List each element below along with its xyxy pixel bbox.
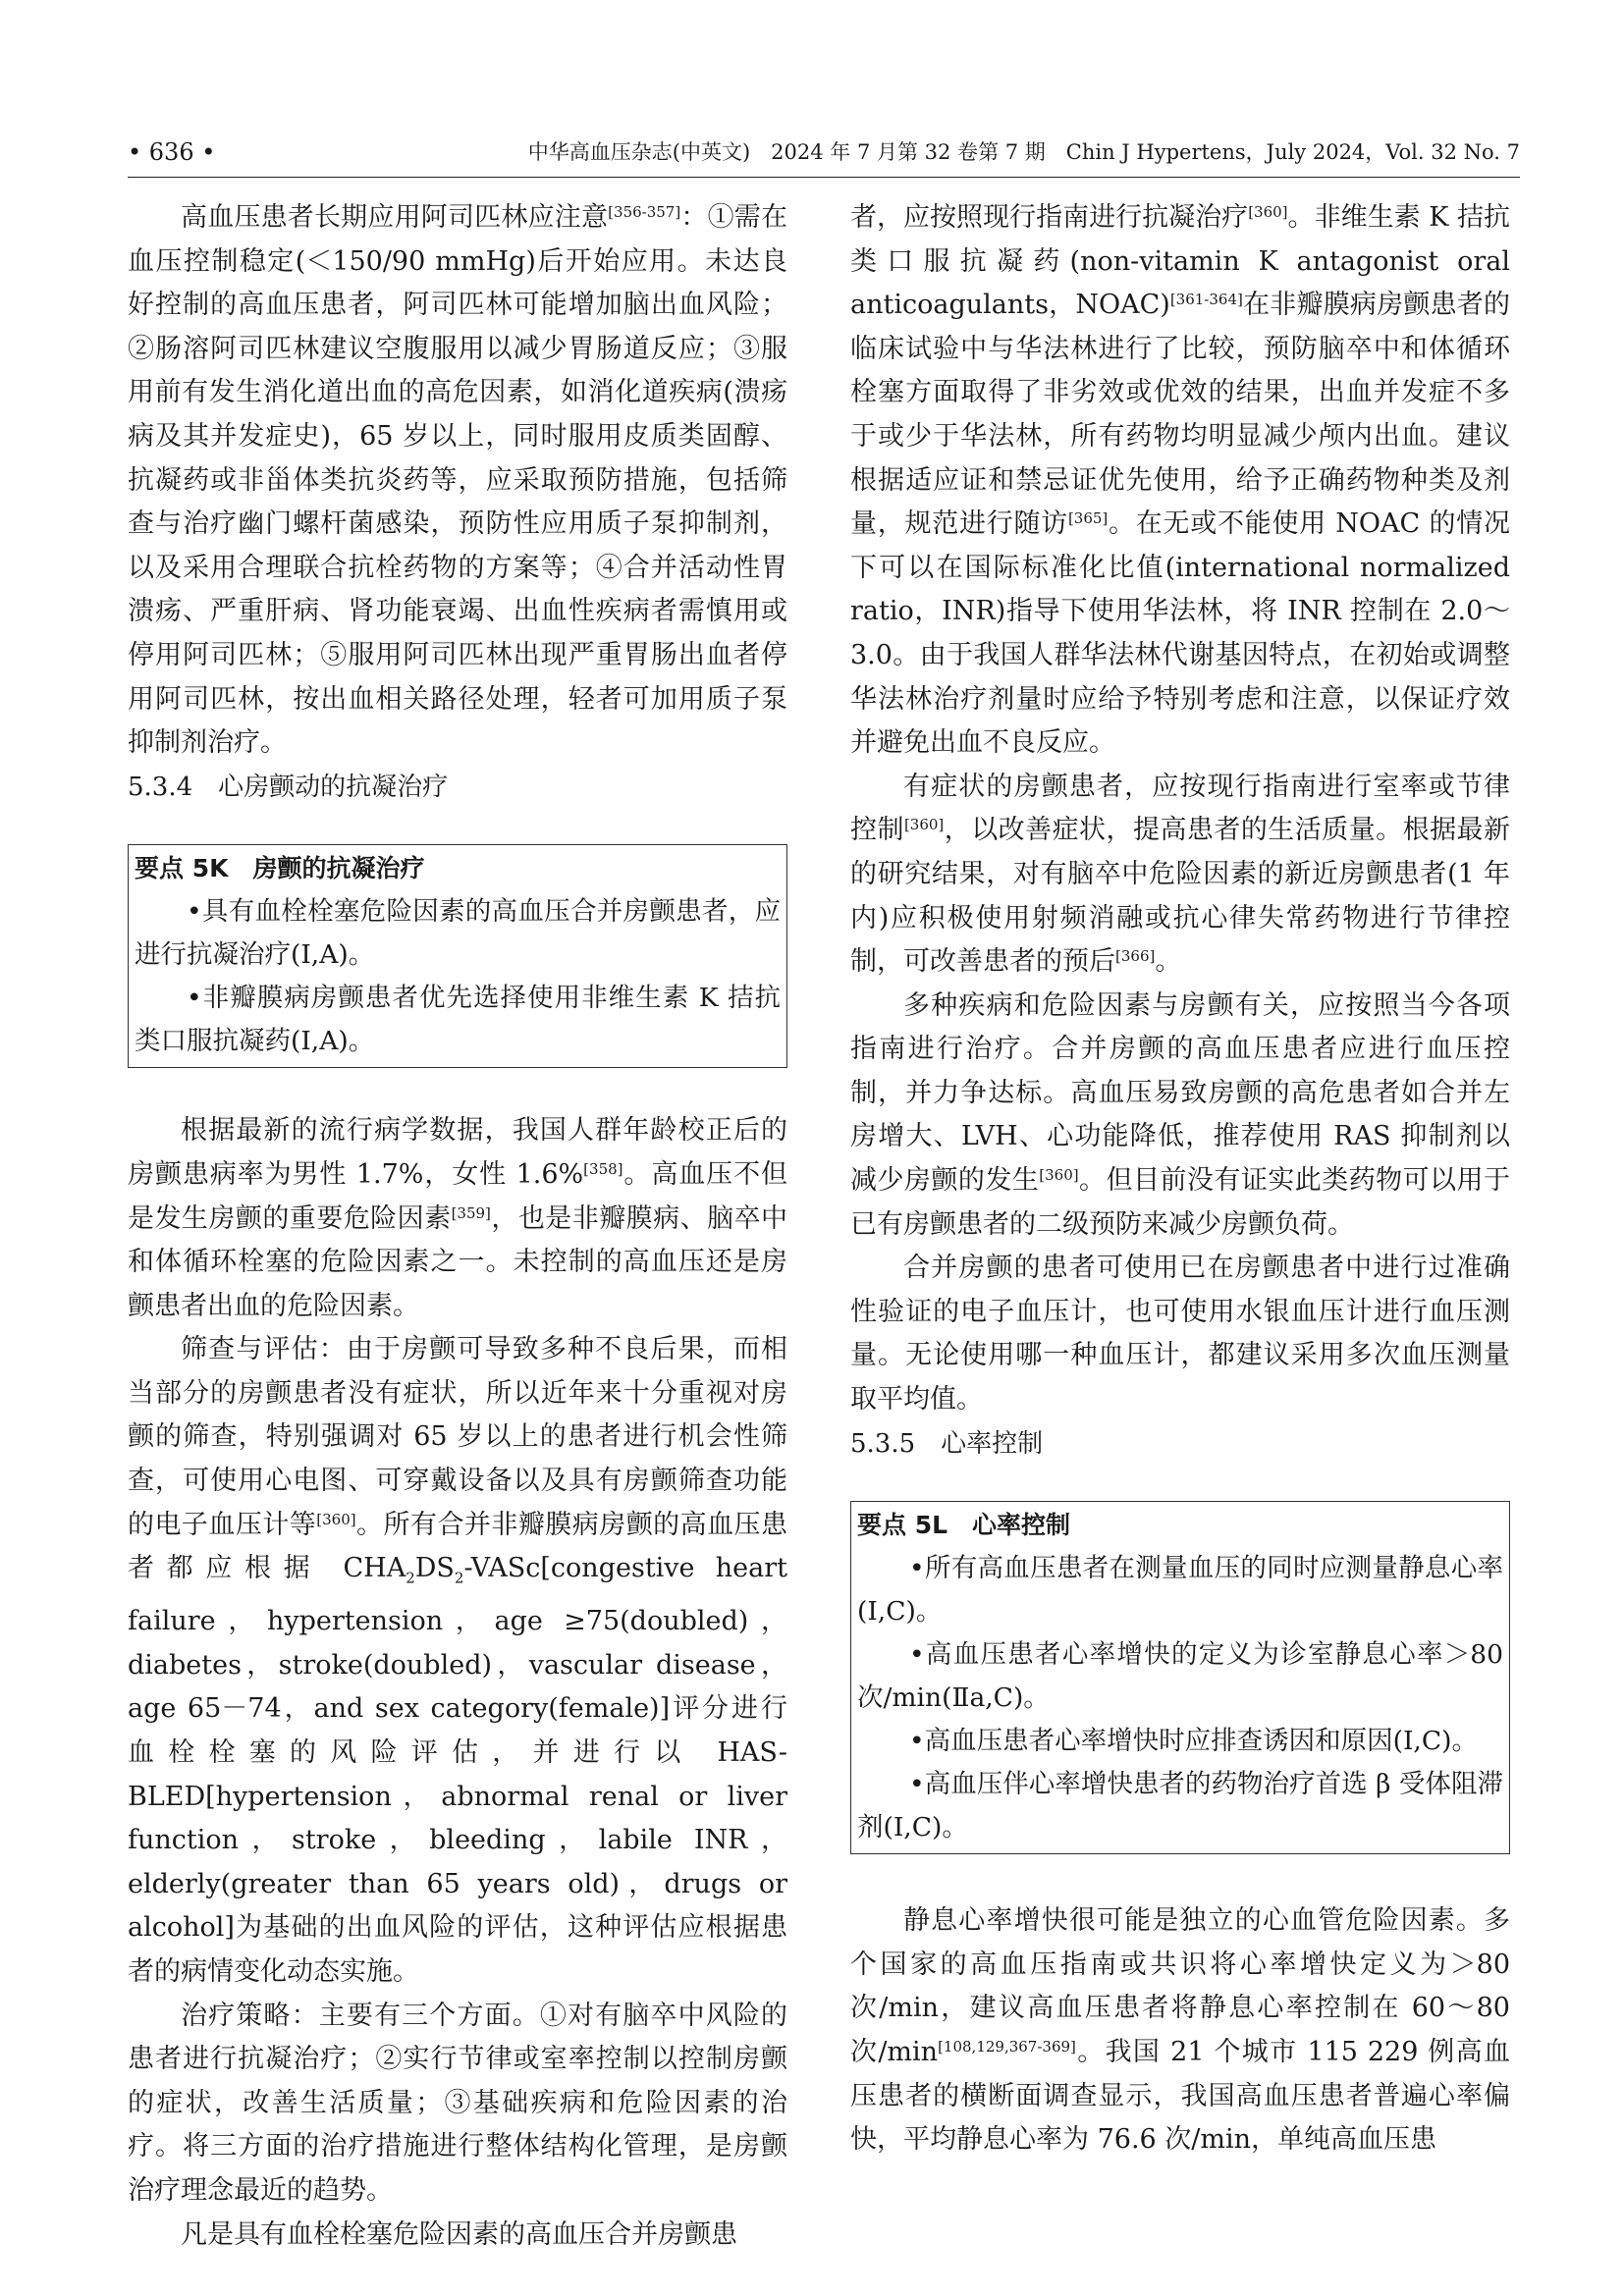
left-column (128, 196, 787, 2257)
citation: [359] (451, 1203, 491, 1222)
paragraph-treatment-strategy: 治疗策略：主要有三个方面。①对有脑卒中风险的患者进行抗凝治疗；②实行节律或室率控制以控制房颤的症状，改善生活质量；③基础疾病和危险因素的治疗。将三方面的治疗措施进行整体结构化管理，是房颤治疗理念最近的趋势。 (128, 2000, 787, 2206)
paragraph-epidemiology: 根据最新的流行病学数据，我国人群年龄校正后的房颤患病率为男性 1.7%，女性 1.6%[358]。高血压不但是发生房颤的重要危险因素[359]，也是非瓣膜病、脑卒中和体循环栓塞的危险因素之一。未控制的高血压还是房颤患者出血的危险因素。 (128, 1115, 788, 1321)
citation: [361-364] (1169, 291, 1243, 309)
right-column (850, 196, 1510, 2163)
paragraph-bp-measurement: 合并房颤的患者可使用已在房颤患者中进行过准确性验证的电子血压计，也可使用水银血压计进行血压测量。无论使用哪一种血压计，都建议采用多次血压测量取平均值。 (850, 1253, 1510, 1415)
paragraph-comorbidities: 多种疾病和危险因素与房颤有关，应按照当今各项指南进行治疗。合并房颤的高血压患者应进行血压控制，并力争达标。高血压易致房颤的高危患者如合并左房增大、LVH、心功能降低，推荐使用 RAS 抑制剂以减少房颤的发生[360]。但目前没有证实此类药物可以用于已有房颤患者的二级预防来减少房颤负荷。 (850, 989, 1511, 1240)
box-title: 要点 5K 房颤的抗凝治疗 (135, 854, 425, 883)
paragraph-anticoagulation: 者，应按照现行指南进行抗凝治疗[360]。非维生素 K 拮抗类口服抗凝药(non-vitamin K antagonist oral anticoagulants，NOAC)[361-364]在非瓣膜病房颤患者的临床试验中与华法林进行了比较，预防脑卒中和体循环栓塞方面取得了非劣效或优效的结果，出血并发症不多于或少于华法林，所有药物均明显减少颅内出血。建议根据适应证和禁忌证优先使用，给予正确药物种类及剂量，规范进行随访[365]。在无或不能使用 NOAC 的情况下可以在国际标准化比值(international normalized ratio，INR)指导下使用华法林，将 INR 控制在 2.0～3.0。由于我国人群华法林代谢基因特点，在初始或调整华法林治疗剂量时应给予特别考虑和注意，以保证疗效并避免出血不良反应。 (850, 202, 1510, 759)
section-heading-5-3-5: 5.3.5 心率控制 (850, 1428, 1044, 1459)
paragraph-continued: 凡是具有血栓栓塞危险因素的高血压合并房颤患 (181, 2218, 737, 2250)
citation: [358] (583, 1159, 623, 1178)
citation: [360] (316, 1510, 356, 1528)
box-title: 要点 5L 心率控制 (857, 1511, 1071, 1540)
journal-citation: 中华高血压杂志(中英文) 2024 年 7 月第 32 卷第 7 期 Chin J Hypertens，July 2024，Vol. 32 No. 7 (527, 140, 1520, 164)
citation: [365] (1067, 509, 1109, 528)
citation: [360] (1039, 1166, 1079, 1185)
citation: [360] (903, 816, 945, 834)
page-number: • 636 • (128, 138, 216, 166)
header-rule (128, 177, 1520, 178)
section-heading-5-3-4: 5.3.4 心房颤动的抗凝治疗 (128, 772, 449, 802)
paragraph-aspirin: 高血压患者长期应用阿司匹林应注意[356-357]：①需在血压控制稳定(＜150/90 mmHg)后开始应用。未达良好控制的高血压患者，阿司匹林可能增加脑出血风险；②肠溶阿司匹林建议空腹服用以减少胃肠道反应；③服用前有发生消化道出血的高危因素，如消化道疾病(溃疡病及其并发症史)，65 岁以上，同时服用皮质类固醇、抗凝药或非甾体类抗炎药等，应采取预防措施，包括筛查与治疗幽门螺杆菌感染，预防性应用质子泵抑制剂，以及采用合理联合抗栓药物的方案等；④合并活动性胃溃疡、严重肝病、肾功能衰竭、出血性疾病者需慎用或停用阿司匹林；⑤服用阿司匹林出现严重胃肠出血者停用阿司匹林，按出血相关路径处理，轻者可加用质子泵抑制剂治疗。 (128, 202, 788, 759)
citation: [360] (1248, 203, 1288, 221)
paragraph-screening: 筛查与评估：由于房颤可导致多种不良后果，而相当部分的房颤患者没有症状，所以近年来十分重视对房颤的筛查，特别强调对 65 岁以上的患者进行机会性筛查，可使用心电图、可穿戴设备以及具有房颤筛查功能的电子血压计等[360]。所有合并非瓣膜病房颤的高血压患者都应根据 $CHA_2DS_2-VASc[congestive$ heart failure，hypertension，age ≥75(doubled)，diabetes，stroke(doubled)，vascular disease，age 65－74，and sex category(female)]评分进行血栓栓塞的风险评估，并进行以 HAS-BLED[hypertension，abnormal renal or liver function，stroke，bleeding，labile INR，elderly(greater than 65 years old)，drugs or alcohol]为基础的出血风险的评估，这种评估应根据患者的病情变化动态实施。 (128, 1334, 788, 1987)
box-item: •高血压患者心率增快时应排查诱因和原因(Ⅰ,C)。 (909, 1726, 1478, 1757)
box-item: •所有高血压患者在测量血压的同时应测量静息心率(Ⅰ,C)。 (857, 1553, 1503, 1628)
box-item: •具有血栓栓塞危险因素的高血压合并房颤患者，应进行抗凝治疗(Ⅰ,A)。 (135, 896, 781, 971)
citation: [356-357] (608, 203, 681, 221)
citation: [366] (1115, 947, 1156, 966)
box-item: •非瓣膜病房颤患者优先选择使用非维生素 K 拮抗类口服抗凝药(Ⅰ,A)。 (135, 983, 781, 1057)
box-item: •高血压患者心率增快的定义为诊室静息心率＞80 次/min(Ⅱa,C)。 (857, 1639, 1503, 1714)
citation: [108,129,367-369] (938, 2038, 1076, 2056)
paragraph-heart-rate: 静息心率增快很可能是独立的心血管危险因素。多个国家的高血压指南或共识将心率增快定义为＞80 次/min，建议高血压患者将静息心率控制在 60～80 次/min[108,129,367-369]。我国 21 个城市 115 229 例高血压患者的横断面调查显示，我国高血压患者普遍心率偏快，平均静息心率为 76.6 次/min，单纯高血压患 (850, 1905, 1510, 2156)
page-header (128, 133, 1520, 172)
key-points-box-5l (850, 1501, 1510, 1854)
paragraph-rhythm-control: 有症状的房颤患者，应按现行指南进行室率或节律控制[360]，以改善症状，提高患者的生活质量。根据最新的研究结果，对有脑卒中危险因素的新近房颤患者(1 年内)应积极使用射频消融或抗心律失常药物进行节律控制，可改善患者的预后[366]。 (850, 771, 1511, 978)
key-points-box-5k (128, 844, 787, 1068)
box-item: •高血压伴心率增快患者的药物治疗首选 β 受体阻滞剂(Ⅰ,C)。 (857, 1769, 1503, 1843)
